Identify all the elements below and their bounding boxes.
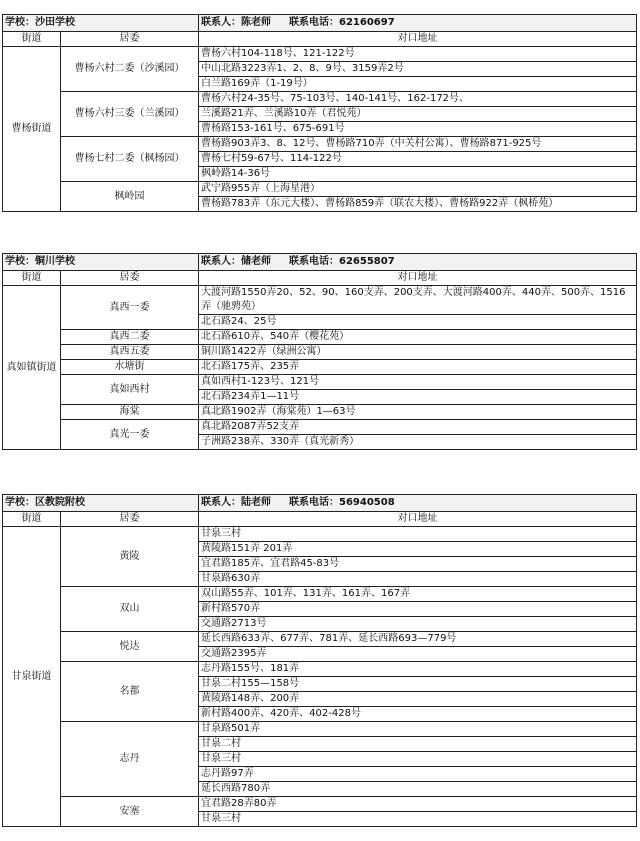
address-cell: 北石路24、25号 [199, 315, 637, 330]
address-cell: 新村路570弄 [199, 602, 637, 617]
address-cell: 甘泉二村155—158号 [199, 677, 637, 692]
address-cell: 宜君路28弄80弄 [199, 797, 637, 812]
address-cell: 真如西村1-123号、121号 [199, 375, 637, 390]
committee-name: 曹杨六村二委（沙溪园） [61, 47, 199, 92]
address-cell: 新村路400弄、420弄、402-428号 [199, 707, 637, 722]
address-cell: 甘泉三村 [199, 812, 637, 827]
address-cell: 曹杨路153-161号、675-691号 [199, 122, 637, 137]
contact-info [199, 495, 637, 512]
col-header-address: 对口地址 [199, 271, 637, 286]
address-cell: 甘泉三村 [199, 752, 637, 767]
contact-info [199, 15, 637, 32]
address-cell: 武宁路955弄（上海星港） [199, 182, 637, 197]
address-cell: 交通路2713号 [199, 617, 637, 632]
address-cell: 白兰路169弄（1-19号） [199, 77, 637, 92]
committee-name: 双山 [61, 587, 199, 632]
table-row [3, 632, 637, 647]
committee-name: 真光一委 [61, 420, 199, 450]
col-header-committee: 居委 [61, 271, 199, 286]
address-cell: 真北路1902弄（海棠苑）1—63号 [199, 405, 637, 420]
contact-info [199, 254, 637, 271]
address-cell: 北石路175弄、235弄 [199, 360, 637, 375]
address-cell: 北石路234弄1—11号 [199, 390, 637, 405]
table-row [3, 797, 637, 812]
address-cell: 交通路2395弄 [199, 647, 637, 662]
table-row [3, 137, 637, 152]
school-name: 学校：铜川学校 [3, 254, 199, 271]
table-row [3, 662, 637, 677]
committee-name: 海棠 [61, 405, 199, 420]
committee-name: 悦达 [61, 632, 199, 662]
contact-person: 联系人：储老师 [201, 256, 271, 267]
committee-name: 枫岭园 [61, 182, 199, 212]
street-name: 甘泉街道 [3, 527, 61, 827]
table-row [3, 420, 637, 435]
contact-phone: 联系电话：56940508 [289, 497, 395, 508]
address-cell: 曹杨路783弄（东元大楼）、曹杨路859弄（联农大楼）、曹杨路922弄（枫桥苑） [199, 197, 637, 212]
address-cell: 曹杨七村59-67号、114-122号 [199, 152, 637, 167]
committee-name: 名都 [61, 662, 199, 722]
address-cell: 延长西路780弄 [199, 782, 637, 797]
address-cell: 曹杨六村24-35号、75-103号、140-141号、162-172号、 [199, 92, 637, 107]
address-cell: 大渡河路1550弄20、52、90、160支弄、200支弄、大渡河路400弄、440弄、500弄、1516弄（驰骋苑） [199, 286, 637, 315]
table-row [3, 286, 637, 315]
table-row [3, 360, 637, 375]
address-cell: 双山路55弄、101弄、131弄、161弄、167弄 [199, 587, 637, 602]
school-name: 学校：区教院附校 [3, 495, 199, 512]
contact-person: 联系人：陆老师 [201, 497, 271, 508]
school-table-qujiaoyuan [2, 494, 637, 827]
street-name: 真如镇街道 [3, 286, 61, 450]
address-cell: 枫岭路14-36号 [199, 167, 637, 182]
col-header-address: 对口地址 [199, 512, 637, 527]
contact-phone: 联系电话：62160697 [289, 17, 395, 28]
table-row [3, 330, 637, 345]
address-cell: 甘泉路630弄 [199, 572, 637, 587]
table-row [3, 345, 637, 360]
address-cell: 甘泉三村 [199, 527, 637, 542]
col-header-committee: 居委 [61, 32, 199, 47]
committee-name: 曹杨六村三委（兰溪园） [61, 92, 199, 137]
contact-person: 联系人：陈老师 [201, 17, 271, 28]
table-row [3, 182, 637, 197]
col-header-address: 对口地址 [199, 32, 637, 47]
committee-name: 真如西村 [61, 375, 199, 405]
col-header-street: 街道 [3, 512, 61, 527]
committee-name: 真西二委 [61, 330, 199, 345]
committee-name: 水塘街 [61, 360, 199, 375]
committee-name: 曹杨七村二委（枫杨园） [61, 137, 199, 182]
committee-name: 真西五委 [61, 345, 199, 360]
street-name: 曹杨街道 [3, 47, 61, 212]
table-row [3, 375, 637, 390]
address-cell: 北石路610弄、540弄（樱花苑） [199, 330, 637, 345]
col-header-committee: 居委 [61, 512, 199, 527]
address-cell: 黄陵路148弄、200弄 [199, 692, 637, 707]
address-cell: 曹杨路903弄3、8、12号、曹杨路710弄（中关村公寓）、曹杨路871-925号 [199, 137, 637, 152]
table-row [3, 722, 637, 737]
address-cell: 曹杨六村104-118号、121-122号 [199, 47, 637, 62]
table-row [3, 47, 637, 62]
school-name: 学校：沙田学校 [3, 15, 199, 32]
committee-name: 真西一委 [61, 286, 199, 330]
col-header-street: 街道 [3, 271, 61, 286]
address-cell: 甘泉二村 [199, 737, 637, 752]
table-row [3, 405, 637, 420]
address-cell: 延长西路633弄、677弄、781弄、延长西路693—779号 [199, 632, 637, 647]
school-table-shatian [2, 14, 637, 212]
address-cell: 中山北路3223弄1、2、8、9号、3159弄2号 [199, 62, 637, 77]
table-row [3, 92, 637, 107]
col-header-street: 街道 [3, 32, 61, 47]
table-row [3, 527, 637, 542]
contact-phone: 联系电话：62655807 [289, 256, 395, 267]
address-cell: 铜川路1422弄（绿洲公寓） [199, 345, 637, 360]
committee-name: 安塞 [61, 797, 199, 827]
address-cell: 黄陵路151弄 201弄 [199, 542, 637, 557]
committee-name: 黄陵 [61, 527, 199, 587]
table-row [3, 587, 637, 602]
address-cell: 子洲路238弄、330弄（真光新秀） [199, 435, 637, 450]
address-cell: 甘泉路501弄 [199, 722, 637, 737]
school-table-tongchuan [2, 253, 637, 450]
address-cell: 宜君路185弄、宜君路45-83号 [199, 557, 637, 572]
address-cell: 志丹路97弄 [199, 767, 637, 782]
address-cell: 兰溪路21弄、兰溪路10弄（君悦苑） [199, 107, 637, 122]
address-cell: 志丹路155号、181弄 [199, 662, 637, 677]
committee-name: 志丹 [61, 722, 199, 797]
address-cell: 真北路2087弄52支弄 [199, 420, 637, 435]
